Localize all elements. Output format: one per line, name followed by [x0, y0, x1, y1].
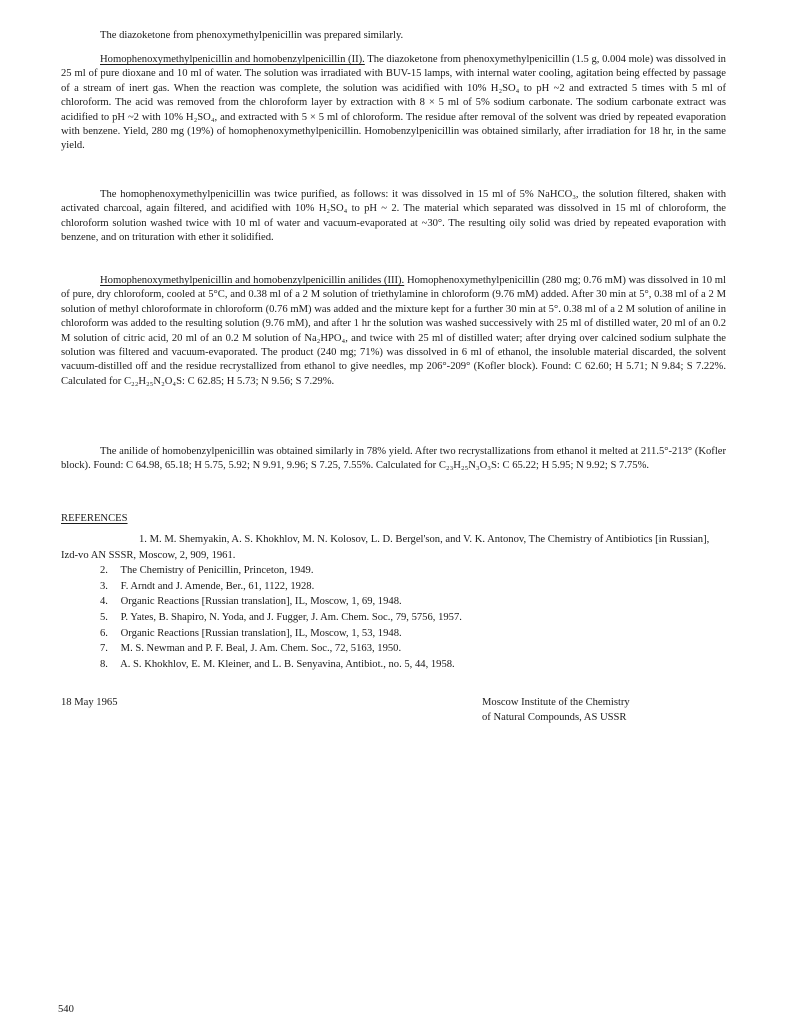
reference-item: 8. A. S. Khokhlov, E. M. Kleiner, and L. B. Senyavina, Antibiot., no. 5, 44, 1958. — [100, 658, 455, 670]
page-number: 540 — [58, 1004, 74, 1015]
reference-item: 5. P. Yates, B. Shapiro, N. Yoda, and J. Fugger, J. Am. Chem. Soc., 79, 5756, 1957. — [100, 611, 462, 623]
reference-item: 1. M. M. Shemyakin, A. S. Khokhlov, M. N. Kolosov, L. D. Bergel'son, and V. K. Antonov, The Chemistry of Antibiotics [in Russian], Izd-vo AN SSSR, Moscow, 2, 909, 1961. — [61, 534, 710, 561]
anilide-paragraph: The anilide of homobenzylpenicillin was obtained similarly in 78% yield. After two recrystallizations from ethanol it melted at 211.5°-213° (Kofler block). Found: C 64.98, 65.18; H 5.75, 5.92; N 9.91, 9.96; S 7.25, 7.55%. Calculated for C₂₃H₂₅N₃O₃S: C 65.22; H 5.95; N 9.92; S 7.75%. — [61, 446, 726, 472]
affiliation — [482, 695, 630, 725]
section-iii — [61, 274, 726, 389]
reference-item: 3. F. Arndt and J. Amende, Ber., 61, 1122, 1928. — [100, 580, 315, 592]
purification-block — [61, 188, 726, 246]
section-ii-text: The diazoketone from phenoxymethylpenicillin (1.5 g, 0.004 mole) was dissolved in 25 ml of pure dioxane and 10 ml of water. The solution was irradiated with BUV-15 lamps, with internal water cooling, agitation being effected by passage of a stream of inert gas. When the reaction was complete, the solution was acidified with 10% H₂SO₄ to pH ~2 and extracted 5 times with 5 ml of chloroform. The acid was removed from the chloroform layer by extraction with 8 × 5 ml of 5% sodium carbonate. The sodium carbonate extract was acidified to pH ~2 with 10% H₂SO₄, and extracted with 5 × 5 ml of chloroform. The residue after removal of the solvent was dried by repeated evaporation with benzene. Yield, 280 mg (19%) of homophenoxymethylpenicillin. Homobenzylpenicillin was obtained similarly, after irradiation for 18 hr, in the same yield. — [61, 54, 726, 152]
reference-item: 6. Organic Reactions [Russian translation], IL, Moscow, 1, 53, 1948. — [100, 627, 402, 639]
reference-item: 7. M. S. Newman and P. F. Beal, J. Am. Chem. Soc., 72, 5163, 1950. — [100, 643, 402, 655]
section-ii-heading: Homophenoxymethylpenicillin and homobenzylpenicillin (II). — [100, 54, 365, 65]
references-list — [61, 532, 726, 672]
section-iii-heading: Homophenoxymethylpenicillin and homobenzylpenicillin anilides (III). — [100, 275, 405, 286]
affiliation-line-2: of Natural Compounds, AS USSR — [482, 712, 627, 723]
section-ii — [61, 53, 726, 154]
reference-item: 2. The Chemistry of Penicillin, Princeton, 1949. — [100, 565, 314, 577]
references-heading: REFERENCES — [61, 513, 128, 524]
intro-paragraph — [61, 29, 726, 43]
submission-date: 18 May 1965 — [61, 697, 118, 708]
section-iii-text: Homophenoxymethylpenicillin (280 mg; 0.76 mM) was dissolved in 10 ml of pure, dry chloroform, cooled at 5°C, and 0.38 ml of a 2 M solution of triethylamine in chloroform (9.76 mM) added. After 30 min at 5°, 0.38 ml of a 2 M solution of methyl chloroformate in chloroform (0.76 mM) was added and the mixture kept for a further 30 min at 5°. 0.38 ml of a 2 M solution of aniline in chloroform was added to the resulting solution (9.76 mM), and after 1 hr the solution was washed successively with 25 ml of distilled water, 20 ml of an 0.2 M solution of citric acid, 20 ml of an 0.2 M solution of Na₂HPO₄, and twice with 25 ml of distilled water; after drying over calcined sodium sulphate the solution was filtered and vacuum-evaporated. The product (240 mg; 71%) was dissolved in 6 ml of ethanol, the insoluble material discarded, the solvent vacuum-distilled off and the residue recrystallized from ethanol to give needles, mp 206°-209° (Kofler block). Found: C 62.60; H 5.71; N 9.84; S 7.22%. Calculated for C₂₂H₂₅N₂O₄S: C 62.85; H 5.73; N 9.56; S 7.29%. — [61, 275, 726, 387]
purification-paragraph: The homophenoxymethylpenicillin was twice purified, as follows: it was dissolved in 15 ml of 5% NaHCO₃, the solution filtered, shaken with activated charcoal, again filtered, and acidified with 10% H₂SO₄ to pH ~ 2. The material which separated was dissolved in 15 ml of chloroform, the chloroform solution washed twice with 10 ml of water and vacuum-evaporated at ~30°. The resulting oily solid was dried by repeated evaporation with benzene, and on trituration with ether it solidified. — [61, 189, 726, 244]
intro-line: The diazoketone from phenoxymethylpenicillin was prepared similarly. — [100, 30, 404, 41]
anilide-block — [61, 445, 726, 474]
reference-item: 4. Organic Reactions [Russian translation], IL, Moscow, 1, 69, 1948. — [100, 596, 402, 608]
section-ii-paragraph — [61, 53, 726, 154]
section-iii-paragraph — [61, 274, 726, 389]
affiliation-line-1: Moscow Institute of the Chemistry — [482, 697, 630, 708]
